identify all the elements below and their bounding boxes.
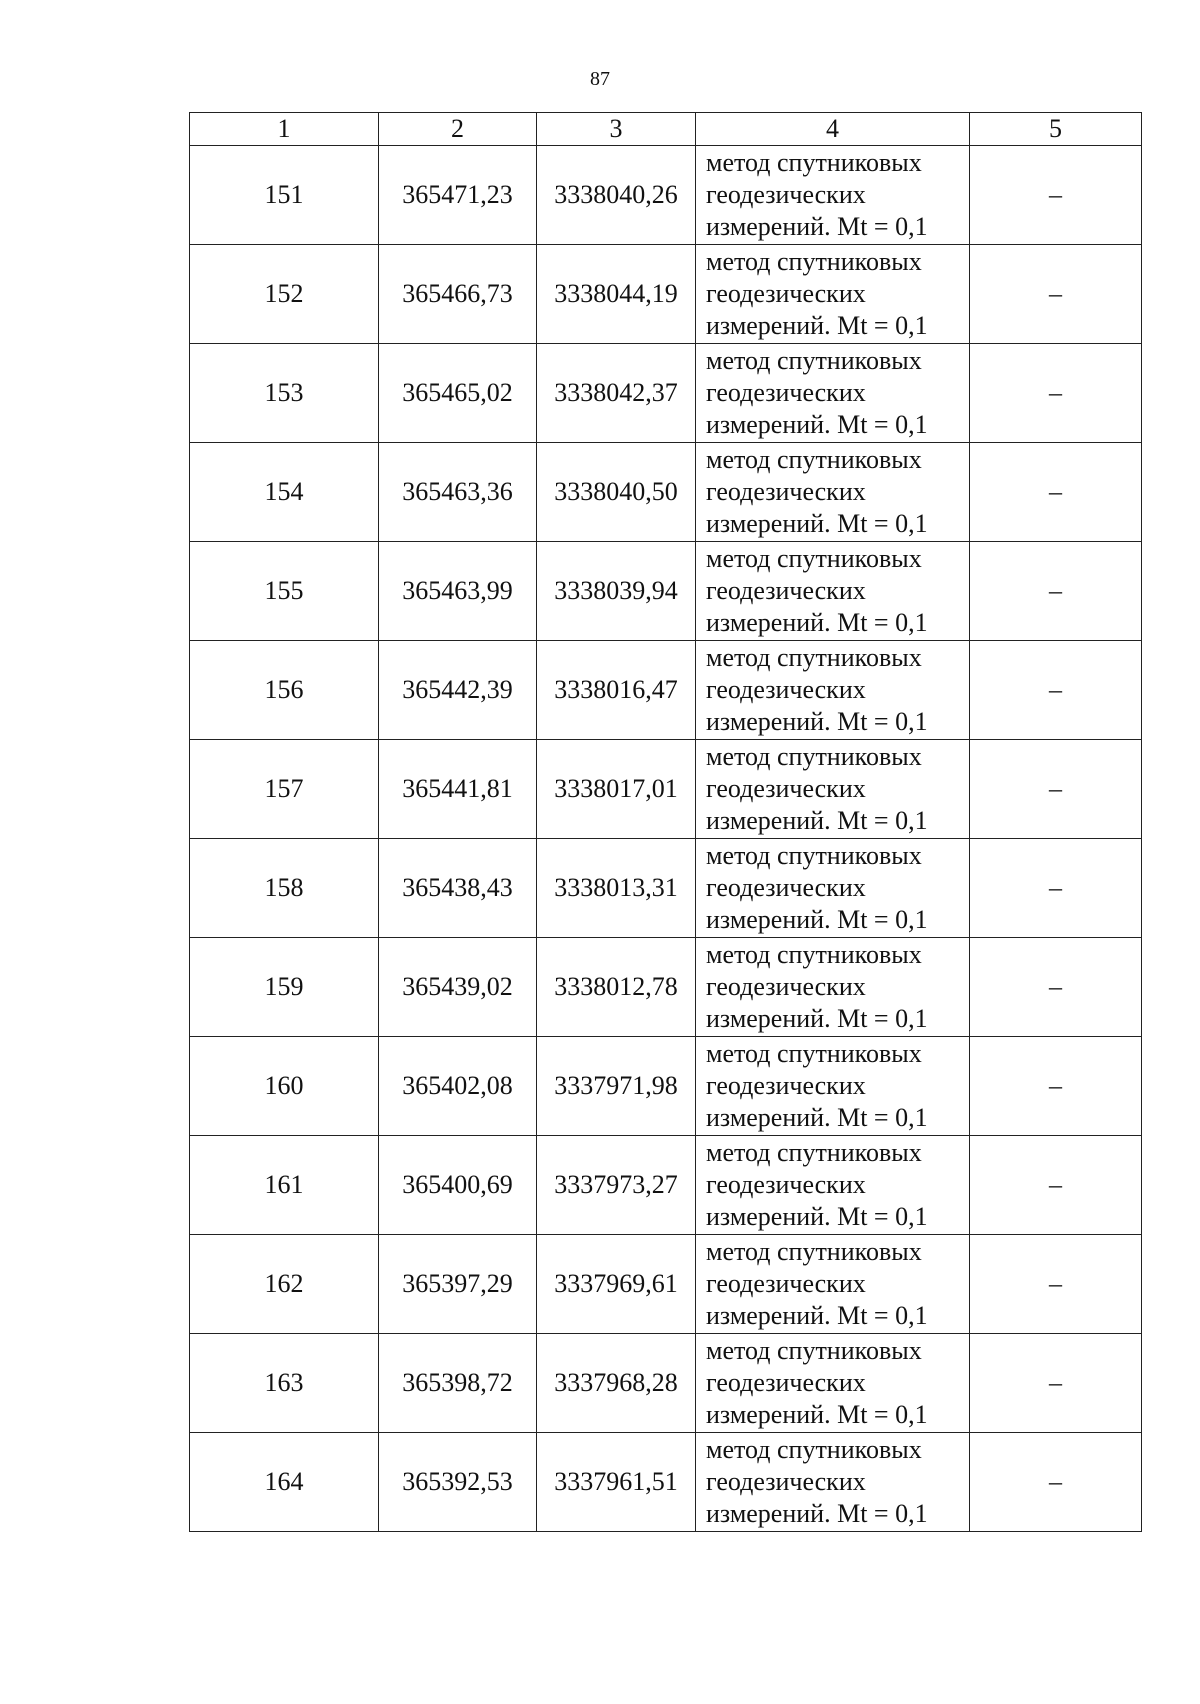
method-line-1: метод спутниковых xyxy=(706,841,922,870)
y-coordinate-cell: 3337971,98 xyxy=(537,1037,696,1136)
y-coordinate-cell: 3337968,28 xyxy=(537,1334,696,1433)
method-line-2: геодезических xyxy=(706,378,866,407)
column-5-cell: – xyxy=(970,839,1142,938)
column-5-cell: – xyxy=(970,344,1142,443)
column-5-cell: – xyxy=(970,740,1142,839)
method-line-3: измерений. Mt = 0,1 xyxy=(706,1004,928,1033)
table-row xyxy=(190,1433,1142,1532)
point-number-cell: 154 xyxy=(190,443,379,542)
y-coordinate-cell: 3338013,31 xyxy=(537,839,696,938)
point-number-cell: 151 xyxy=(190,146,379,245)
method-cell xyxy=(696,245,970,344)
method-line-3: измерений. Mt = 0,1 xyxy=(706,1301,928,1330)
method-line-1: метод спутниковых xyxy=(706,247,922,276)
y-coordinate-cell: 3338040,26 xyxy=(537,146,696,245)
method-line-1: метод спутниковых xyxy=(706,1138,922,1167)
method-cell xyxy=(696,641,970,740)
method-line-1: метод спутниковых xyxy=(706,1039,922,1068)
column-header-4: 4 xyxy=(696,113,970,146)
method-line-1: метод спутниковых xyxy=(706,1435,922,1464)
point-number-cell: 163 xyxy=(190,1334,379,1433)
method-line-1: метод спутниковых xyxy=(706,445,922,474)
method-line-1: метод спутниковых xyxy=(706,1237,922,1266)
y-coordinate-cell: 3338042,37 xyxy=(537,344,696,443)
method-line-2: геодезических xyxy=(706,477,866,506)
column-5-cell: – xyxy=(970,1037,1142,1136)
table-row xyxy=(190,740,1142,839)
method-line-2: геодезических xyxy=(706,576,866,605)
method-cell xyxy=(696,344,970,443)
method-line-3: измерений. Mt = 0,1 xyxy=(706,1400,928,1429)
x-coordinate-cell: 365402,08 xyxy=(379,1037,537,1136)
method-line-3: измерений. Mt = 0,1 xyxy=(706,1499,928,1528)
y-coordinate-cell: 3337969,61 xyxy=(537,1235,696,1334)
x-coordinate-cell: 365463,99 xyxy=(379,542,537,641)
method-line-3: измерений. Mt = 0,1 xyxy=(706,410,928,439)
method-line-2: геодезических xyxy=(706,180,866,209)
column-5-cell: – xyxy=(970,245,1142,344)
table-body xyxy=(190,146,1142,1532)
table-row xyxy=(190,641,1142,740)
point-number-cell: 152 xyxy=(190,245,379,344)
x-coordinate-cell: 365466,73 xyxy=(379,245,537,344)
table-row xyxy=(190,1136,1142,1235)
column-header-1: 1 xyxy=(190,113,379,146)
page-number: 87 xyxy=(590,68,610,90)
table-row xyxy=(190,245,1142,344)
method-line-2: геодезических xyxy=(706,1368,866,1397)
point-number-cell: 164 xyxy=(190,1433,379,1532)
column-5-cell: – xyxy=(970,1433,1142,1532)
y-coordinate-cell: 3337961,51 xyxy=(537,1433,696,1532)
method-cell xyxy=(696,146,970,245)
method-line-2: геодезических xyxy=(706,1071,866,1100)
y-coordinate-cell: 3338040,50 xyxy=(537,443,696,542)
method-cell xyxy=(696,443,970,542)
point-number-cell: 153 xyxy=(190,344,379,443)
method-line-3: измерений. Mt = 0,1 xyxy=(706,608,928,637)
point-number-cell: 162 xyxy=(190,1235,379,1334)
point-number-cell: 161 xyxy=(190,1136,379,1235)
method-cell xyxy=(696,1136,970,1235)
y-coordinate-cell: 3338017,01 xyxy=(537,740,696,839)
point-number-cell: 155 xyxy=(190,542,379,641)
method-line-3: измерений. Mt = 0,1 xyxy=(706,707,928,736)
method-line-1: метод спутниковых xyxy=(706,940,922,969)
method-line-2: геодезических xyxy=(706,1467,866,1496)
method-line-1: метод спутниковых xyxy=(706,1336,922,1365)
point-number-cell: 156 xyxy=(190,641,379,740)
method-line-2: геодезических xyxy=(706,675,866,704)
column-header-3: 3 xyxy=(537,113,696,146)
column-header-2: 2 xyxy=(379,113,537,146)
method-cell xyxy=(696,542,970,641)
point-number-cell: 160 xyxy=(190,1037,379,1136)
method-line-3: измерений. Mt = 0,1 xyxy=(706,509,928,538)
method-cell xyxy=(696,740,970,839)
table-header-row xyxy=(190,113,1142,146)
coordinates-table xyxy=(189,112,1142,1532)
method-line-3: измерений. Mt = 0,1 xyxy=(706,1202,928,1231)
point-number-cell: 159 xyxy=(190,938,379,1037)
x-coordinate-cell: 365438,43 xyxy=(379,839,537,938)
method-cell xyxy=(696,1037,970,1136)
method-line-2: геодезических xyxy=(706,873,866,902)
x-coordinate-cell: 365392,53 xyxy=(379,1433,537,1532)
point-number-cell: 157 xyxy=(190,740,379,839)
y-coordinate-cell: 3338044,19 xyxy=(537,245,696,344)
column-5-cell: – xyxy=(970,443,1142,542)
method-line-2: геодезических xyxy=(706,774,866,803)
table-row xyxy=(190,1334,1142,1433)
method-cell xyxy=(696,938,970,1037)
column-5-cell: – xyxy=(970,1136,1142,1235)
method-cell xyxy=(696,1235,970,1334)
y-coordinate-cell: 3338016,47 xyxy=(537,641,696,740)
table-row xyxy=(190,839,1142,938)
column-5-cell: – xyxy=(970,1334,1142,1433)
x-coordinate-cell: 365398,72 xyxy=(379,1334,537,1433)
x-coordinate-cell: 365441,81 xyxy=(379,740,537,839)
x-coordinate-cell: 365465,02 xyxy=(379,344,537,443)
method-line-3: измерений. Mt = 0,1 xyxy=(706,212,928,241)
column-5-cell: – xyxy=(970,1235,1142,1334)
column-5-cell: – xyxy=(970,641,1142,740)
y-coordinate-cell: 3338012,78 xyxy=(537,938,696,1037)
y-coordinate-cell: 3337973,27 xyxy=(537,1136,696,1235)
method-line-1: метод спутниковых xyxy=(706,346,922,375)
method-line-3: измерений. Mt = 0,1 xyxy=(706,905,928,934)
table-row xyxy=(190,1235,1142,1334)
table-row xyxy=(190,443,1142,542)
x-coordinate-cell: 365439,02 xyxy=(379,938,537,1037)
method-line-1: метод спутниковых xyxy=(706,148,922,177)
y-coordinate-cell: 3338039,94 xyxy=(537,542,696,641)
x-coordinate-cell: 365471,23 xyxy=(379,146,537,245)
x-coordinate-cell: 365463,36 xyxy=(379,443,537,542)
method-line-1: метод спутниковых xyxy=(706,544,922,573)
method-line-2: геодезических xyxy=(706,972,866,1001)
method-line-3: измерений. Mt = 0,1 xyxy=(706,806,928,835)
column-5-cell: – xyxy=(970,542,1142,641)
method-line-1: метод спутниковых xyxy=(706,643,922,672)
table-row xyxy=(190,542,1142,641)
x-coordinate-cell: 365397,29 xyxy=(379,1235,537,1334)
method-line-3: измерений. Mt = 0,1 xyxy=(706,311,928,340)
table-row xyxy=(190,146,1142,245)
column-header-5: 5 xyxy=(970,113,1142,146)
point-number-cell: 158 xyxy=(190,839,379,938)
method-cell xyxy=(696,839,970,938)
column-5-cell: – xyxy=(970,146,1142,245)
table-row xyxy=(190,1037,1142,1136)
method-line-2: геодезических xyxy=(706,1170,866,1199)
method-line-2: геодезических xyxy=(706,279,866,308)
table-row xyxy=(190,344,1142,443)
x-coordinate-cell: 365442,39 xyxy=(379,641,537,740)
method-line-2: геодезических xyxy=(706,1269,866,1298)
method-cell xyxy=(696,1433,970,1532)
method-line-3: измерений. Mt = 0,1 xyxy=(706,1103,928,1132)
method-cell xyxy=(696,1334,970,1433)
table-row xyxy=(190,938,1142,1037)
x-coordinate-cell: 365400,69 xyxy=(379,1136,537,1235)
column-5-cell: – xyxy=(970,938,1142,1037)
method-line-1: метод спутниковых xyxy=(706,742,922,771)
